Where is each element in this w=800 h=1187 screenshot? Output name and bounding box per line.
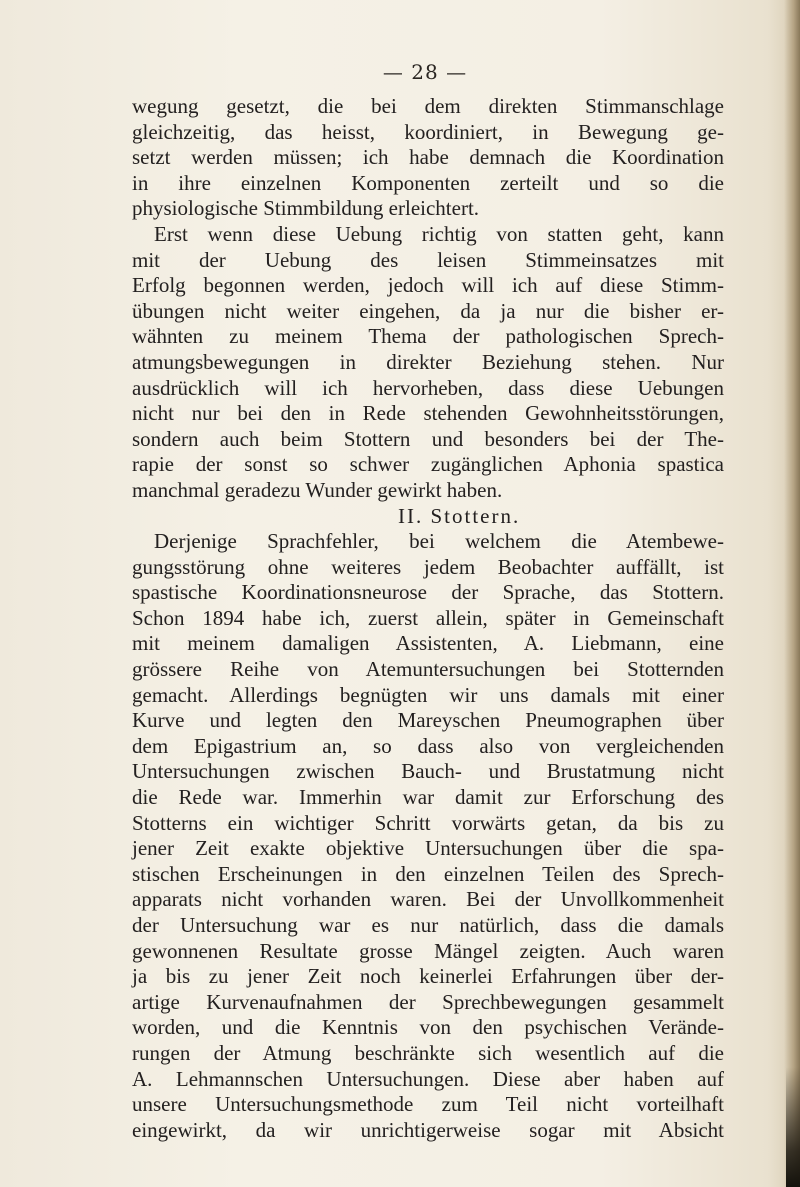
text-line: manchmal geradezu Wunder gewirkt haben. xyxy=(132,477,503,502)
text-line: grössere Reihe von Atemuntersuchungen bei Stotternden xyxy=(132,657,724,682)
text-line: unsere Untersuchungsmethode zum Teil nicht vorteilhaft xyxy=(132,1092,724,1117)
text-line: jener Zeit exakte objektive Untersuchungen über die spa- xyxy=(132,836,724,861)
text-line: Erfolg begonnen werden, jedoch will ich auf diese Stimm- xyxy=(132,273,724,298)
text-line: rapie der sonst so schwer zugänglichen Aphonia spastica xyxy=(132,452,724,477)
text-line: mit meinem damaligen Assistenten, A. Liebmann, eine xyxy=(132,631,724,656)
text-line: gemacht. Allerdings begnügten wir uns damals mit einer xyxy=(132,682,724,707)
text-line: stischen Erscheinungen in den einzelnen Teilen des Sprech- xyxy=(132,861,724,886)
text-line: rungen der Atmung beschränkte sich wesentlich auf die xyxy=(132,1040,724,1065)
text-line: eingewirkt, da wir unrichtigerweise sogar mit Absicht xyxy=(132,1117,724,1142)
text-line: die Rede war. Immerhin war damit zur Erforschung des xyxy=(132,785,724,810)
text-line: wegung gesetzt, die bei dem direkten Stimmanschlage xyxy=(132,94,724,118)
text-line: ausdrücklich will ich hervorheben, dass diese Uebungen xyxy=(132,375,724,400)
section-heading: II. Stottern. xyxy=(398,503,521,528)
text-line: sondern auch beim Stottern und besonders bei der The- xyxy=(132,426,724,451)
text-line: A. Lehmannschen Untersuchungen. Diese aber haben auf xyxy=(132,1066,724,1091)
page-edge-shadow xyxy=(784,0,800,1187)
text-line: gewonnenen Resultate grosse Mängel zeigten. Auch waren xyxy=(132,938,724,963)
text-line: artige Kurvenaufnahmen der Sprechbewegungen gesammelt xyxy=(132,989,724,1014)
text-line: der Untersuchung war es nur natürlich, dass die damals xyxy=(132,913,724,937)
text-line: dem Epigastrium an, so dass also von vergleichenden xyxy=(132,733,724,758)
text-line: ja bis zu jener Zeit noch keinerlei Erfahrungen über der- xyxy=(132,964,724,989)
page-corner-shadow xyxy=(786,1067,800,1187)
text-line: mit der Uebung des leisen Stimmeinsatzes mit xyxy=(132,247,724,272)
text-line: gungsstörung ohne weiteres jedem Beobachter auffällt, ist xyxy=(132,554,724,579)
text-line: Untersuchungen zwischen Bauch- und Brustatmung nicht xyxy=(132,759,724,784)
text-line: nicht nur bei den in Rede stehenden Gewohnheitsstörungen, xyxy=(132,401,724,426)
text-line: spastische Koordinationsneurose der Sprache, das Stottern. xyxy=(132,580,724,605)
text-line: gleichzeitig, das heisst, koordiniert, in Bewegung ge- xyxy=(132,119,724,144)
text-line: atmungsbewegungen in direkter Beziehung stehen. Nur xyxy=(132,349,724,374)
text-line: worden, und die Kenntnis von den psychischen Verände- xyxy=(132,1015,724,1040)
page-number: — 28 — xyxy=(382,60,468,84)
text-line: Derjenige Sprachfehler, bei welchem die Atembewe- xyxy=(154,529,724,554)
text-line: apparats nicht vorhanden waren. Bei der Unvollkommenheit xyxy=(132,887,724,912)
text-line: Stotterns ein wichtiger Schritt vorwärts getan, da bis zu xyxy=(132,810,724,835)
text-line: wähnten zu meinem Thema der pathologischen Sprech- xyxy=(132,324,724,349)
text-line: Erst wenn diese Uebung richtig von statten geht, kann xyxy=(154,221,724,246)
text-line: physiologische Stimmbildung erleichtert. xyxy=(132,196,480,221)
body-text xyxy=(132,94,724,1143)
text-line: übungen nicht weiter eingehen, da ja nur die bisher er- xyxy=(132,298,724,323)
text-line: Schon 1894 habe ich, zuerst allein, später in Gemeinschaft xyxy=(132,605,724,630)
text-line: Kurve und legten den Mareyschen Pneumographen über xyxy=(132,708,724,733)
text-line: setzt werden müssen; ich habe demnach die Koordination xyxy=(132,145,724,170)
text-line: in ihre einzelnen Komponenten zerteilt und so die xyxy=(132,170,724,195)
